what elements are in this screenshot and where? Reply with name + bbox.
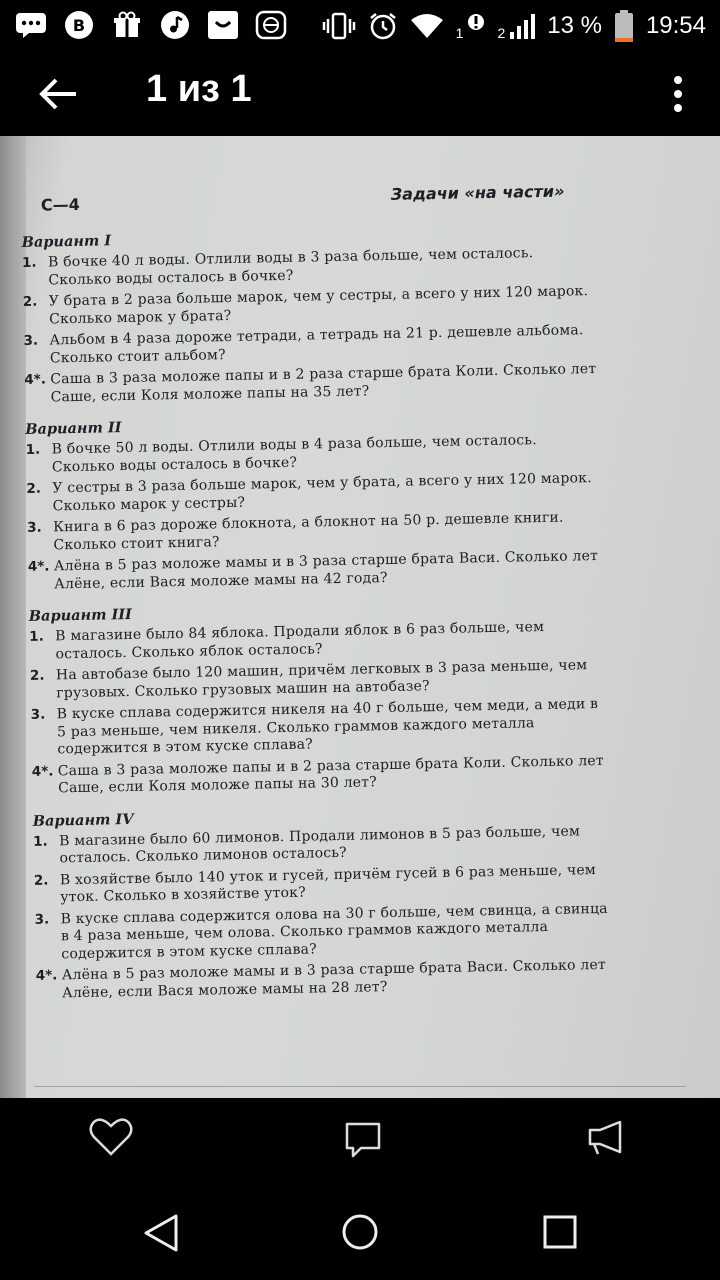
task-number: 1.: [33, 833, 48, 850]
task-text: В магазине было 84 яблока. Продали яблок в 6 раз больше, чем осталось. Сколько яблок осталось?: [55, 619, 545, 662]
share-megaphone-icon[interactable]: [582, 1118, 626, 1158]
sim1-signal-icon: [467, 13, 485, 39]
variant-block: [29, 597, 608, 799]
task-number: 1.: [21, 254, 37, 271]
like-heart-icon[interactable]: [88, 1116, 134, 1158]
variant-block: [21, 223, 599, 407]
task-number: 2.: [22, 293, 38, 310]
variant-title: Вариант I: [21, 232, 112, 251]
task-text: В куске сплава содержится никеля на 40 г больше, чем меди, а меди в 5 раз меньше, чем никеля. Сколько граммов каждого металла содержится в этом куске сплава?: [56, 696, 599, 758]
clock: 19:54: [645, 12, 706, 39]
textbook-page: [20, 145, 611, 1017]
action-bar: [0, 1098, 720, 1180]
vk-icon: [62, 8, 96, 42]
signal-icon: [509, 12, 535, 40]
variant-title: Вариант IV: [32, 810, 134, 830]
alarm-icon: [368, 11, 398, 41]
photo-viewer[interactable]: [0, 136, 720, 1098]
nav-back-icon[interactable]: [142, 1213, 180, 1253]
task-number: 3.: [34, 911, 50, 928]
variants: [21, 223, 611, 1003]
back-arrow-icon[interactable]: [36, 72, 80, 116]
battery-icon: [614, 9, 634, 43]
task-text: В магазине было 60 лимонов. Продали лимонов в 5 раз больше, чем осталось. Сколько лимонов осталось?: [59, 822, 581, 867]
gift-icon: [110, 8, 144, 42]
variant-block: [33, 801, 612, 1003]
task-number: 4*.: [31, 762, 54, 780]
task-text: Алёна в 5 раз моложе мамы и в 3 раза старше брата Васи. Сколько лет Алёне, если Вася моложе мамы на 42 года?: [53, 547, 599, 592]
browser-icon: [254, 8, 288, 42]
task-item: [30, 657, 606, 703]
task-number: 3.: [26, 519, 42, 536]
task-item: [33, 822, 609, 868]
wifi-icon: [410, 12, 444, 40]
task-number: 2.: [33, 872, 49, 889]
task-item: [22, 244, 598, 290]
nav-home-icon[interactable]: [341, 1213, 379, 1251]
task-text: У сестры в 3 раза больше марок, чем у брата, а всего у них 120 марок. Сколько марок у сестры?: [52, 470, 592, 514]
task-text: У брата в 2 раза больше марок, чем у сестры, а всего у них 120 марок. Сколько марок у брата?: [48, 283, 589, 327]
task-item: [23, 283, 599, 329]
system-nav-bar: [0, 1180, 720, 1280]
task-text: В бочке 40 л воды. Отлили воды в 3 раза больше, чем осталось. Сколько воды осталось в бочке?: [47, 245, 534, 288]
task-item: [29, 618, 605, 664]
task-item: [24, 361, 600, 407]
task-item: [27, 509, 603, 555]
nav-recents-icon[interactable]: [543, 1215, 577, 1249]
task-item: [26, 470, 602, 516]
music-icon: [158, 8, 192, 42]
task-text: Саша в 3 раза моложе папы и в 2 раза старше брата Коли. Сколько лет Саше, если Коля моложе папы на 35 лет?: [50, 360, 597, 405]
task-item: [32, 752, 608, 798]
comment-icon[interactable]: [343, 1120, 383, 1160]
task-text: Книга в 6 раз дороже блокнота, а блокнот на 50 р. дешевле книги. Сколько стоит книга?: [52, 509, 564, 553]
task-number: 4*.: [35, 967, 58, 984]
section-code: С—4: [40, 194, 80, 215]
battery-percent: 13 %: [547, 12, 602, 39]
task-item: [25, 431, 601, 477]
vibrate-icon: [322, 11, 356, 41]
task-number: 3.: [30, 706, 46, 723]
task-text: На автобазе было 120 машин, причём легковых в 3 раза меньше, чем грузовых. Сколько грузовых машин на автобазе?: [55, 657, 588, 701]
messages-icon: [14, 8, 48, 42]
system-status: [322, 8, 706, 44]
page-header: [20, 145, 596, 215]
divider: [34, 1086, 686, 1087]
sim2-label: 2: [497, 25, 506, 41]
task-number: 1.: [25, 441, 41, 458]
variant-title: Вариант III: [28, 605, 133, 625]
task-item: [36, 957, 612, 1003]
task-text: Саша в 3 раза моложе папы и в 2 раза старше брата Коли. Сколько лет Саше, если Коля моложе папы на 30 лет?: [57, 752, 604, 797]
task-number: 4*.: [27, 558, 50, 575]
task-text: Альбом в 4 раза дороже тетради, а тетрадь на 21 р. дешевле альбома. Сколько стоит альбом?: [49, 322, 584, 366]
task-number: 1.: [29, 628, 44, 645]
more-options-icon[interactable]: [666, 72, 690, 116]
task-item: [35, 900, 611, 964]
page-counter-title: 1 из 1: [146, 68, 252, 110]
variant-title: Вариант II: [25, 419, 122, 438]
app-bar: [0, 52, 720, 136]
task-number: 4*.: [24, 371, 47, 388]
status-bar: [0, 0, 720, 52]
task-text: В куске сплава содержится олова на 30 г больше, чем свинца, а свинца в 4 раза меньше, чем олова. Сколько граммов каждого металла содержится в этом куске сплава?: [60, 900, 608, 962]
svg-text:В: В: [72, 16, 86, 35]
sim1-label: 1: [455, 25, 464, 41]
variant-block: [25, 410, 603, 594]
task-text: В хозяйстве было 140 уток и гусей, причём гусей в 6 раз меньше, чем уток. Сколько в хозяйстве уток?: [59, 861, 597, 906]
task-item: [28, 548, 604, 594]
task-number: 2.: [26, 480, 42, 497]
task-item: [34, 861, 610, 907]
section-topic: Задачи «на части»: [390, 181, 565, 204]
task-number: 2.: [29, 667, 45, 684]
task-number: 3.: [23, 332, 39, 349]
task-text: Алёна в 5 раз моложе мамы и в 3 раза старше брата Васи. Сколько лет Алёне, если Вася моложе мамы на 28 лет?: [61, 956, 606, 1001]
task-text: В бочке 50 л воды. Отлили воды в 4 раза больше, чем осталось. Сколько воды осталось в бочке?: [51, 432, 537, 475]
notification-icons: [14, 8, 288, 42]
task-item: [23, 322, 599, 368]
shopping-icon: [206, 8, 240, 42]
task-item: [31, 696, 607, 760]
